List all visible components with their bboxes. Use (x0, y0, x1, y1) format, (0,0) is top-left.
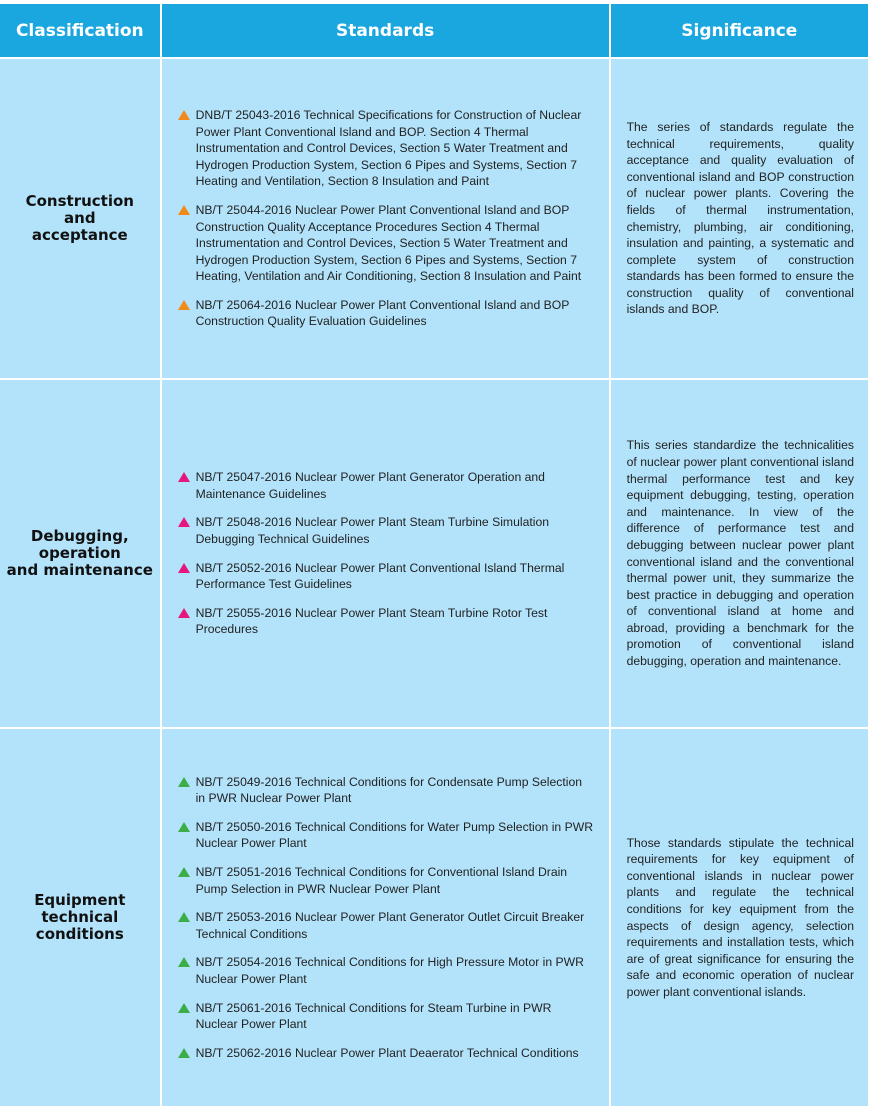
standard-item: NB/T 25047-2016 Nuclear Power Plant Generator Operation and Maintenance Guidelines (178, 469, 595, 502)
header-significance: Significance (611, 4, 868, 57)
standard-item: NB/T 25053-2016 Nuclear Power Plant Generator Outlet Circuit Breaker Technical Conditions (178, 909, 595, 942)
triangle-bullet-icon (178, 300, 190, 310)
triangle-bullet-icon (178, 110, 190, 120)
triangle-bullet-icon (178, 957, 190, 967)
standard-item: NB/T 25051-2016 Technical Conditions for Conventional Island Drain Pump Selection in PWR Nuclear Power Plant (178, 864, 595, 897)
standard-item: NB/T 25050-2016 Technical Conditions for Water Pump Selection in PWR Nuclear Power Plant (178, 819, 595, 852)
standards-debugging (162, 380, 609, 727)
table-header (0, 4, 868, 57)
triangle-bullet-icon (178, 1048, 190, 1058)
significance-equipment: Those standards stipulate the technical requirements for key equipment of conventional islands in nuclear power plants and regulate the technical conditions for key equipment from the aspects of design agency, selection requirements and installation tests, which are of great significance for ensuring the safe and economic operation of nuclear power plant conventional islands. (611, 729, 868, 1106)
triangle-bullet-icon (178, 608, 190, 618)
triangle-bullet-icon (178, 205, 190, 215)
significance-debugging: This series standardize the technicalities of nuclear power plant conventional island thermal performance test and key equipment debugging, testing, operation and maintenance. In view of the difference of performance test and debugging between nuclear power plant conventional island and the conventional thermal power unit, they summarize the best practice in debugging and operation of conventional island at home and abroad, providing a benchmark for the promotion of conventional island debugging, operation and maintenance. (611, 380, 868, 727)
triangle-bullet-icon (178, 563, 190, 573)
table-row-debugging (0, 380, 868, 727)
triangle-bullet-icon (178, 822, 190, 832)
triangle-bullet-icon (178, 1003, 190, 1013)
standards-equipment (162, 729, 609, 1106)
triangle-bullet-icon (178, 777, 190, 787)
classification-debugging: Debugging, operation and maintenance (0, 380, 160, 727)
standard-item: NB/T 25061-2016 Technical Conditions for Steam Turbine in PWR Nuclear Power Plant (178, 1000, 595, 1033)
significance-construction: The series of standards regulate the technical requirements, quality acceptance and quality evaluation of conventional island and BOP construction of nuclear power plants. Covering the fields of thermal instrumentation, chemistry, plumbing, air conditioning, insulation and painting, a systematic and complete system of construction standards has been formed to ensure the construction quality of conventional islands and BOP. (611, 59, 868, 378)
triangle-bullet-icon (178, 867, 190, 877)
classification-construction: Construction and acceptance (0, 59, 160, 378)
standard-item: DNB/T 25043-2016 Technical Specifications for Construction of Nuclear Power Plant Conventional Island and BOP. Section 4 Thermal Instrumentation and Control Devices, Section 5 Water Treatment and Hydrogen Production System, Section 6 Pipes and Systems, Section 7 Heating and Ventilation, Section 8 Insulation and Paint (178, 107, 595, 190)
standard-item: NB/T 25054-2016 Technical Conditions for High Pressure Motor in PWR Nuclear Power Plant (178, 954, 595, 987)
standard-item: NB/T 25055-2016 Nuclear Power Plant Steam Turbine Rotor Test Procedures (178, 605, 595, 638)
standard-item: NB/T 25044-2016 Nuclear Power Plant Conventional Island and BOP Construction Quality Acceptance Procedures Section 4 Thermal Instrumentation and Control Devices, Section 5 Water Treatment and Hydrogen Production System, Section 6 Pipes and Systems, Section 7 Heating, Ventilation and Air Conditioning, Section 8 Insulation and Paint (178, 202, 595, 285)
standard-item: NB/T 25052-2016 Nuclear Power Plant Conventional Island Thermal Performance Test Guidelines (178, 560, 595, 593)
triangle-bullet-icon (178, 517, 190, 527)
triangle-bullet-icon (178, 912, 190, 922)
standards-construction (162, 59, 609, 378)
standard-item: NB/T 25062-2016 Nuclear Power Plant Deaerator Technical Conditions (178, 1045, 579, 1062)
header-standards: Standards (162, 4, 609, 57)
triangle-bullet-icon (178, 472, 190, 482)
table-row-construction (0, 59, 868, 378)
standard-item: NB/T 25048-2016 Nuclear Power Plant Steam Turbine Simulation Debugging Technical Guidelines (178, 514, 595, 547)
classification-equipment: Equipment technical conditions (0, 729, 160, 1106)
header-classification: Classification (0, 4, 160, 57)
standard-item: NB/T 25049-2016 Technical Conditions for Condensate Pump Selection in PWR Nuclear Power Plant (178, 774, 595, 807)
table-row-equipment (0, 729, 868, 1106)
standard-item: NB/T 25064-2016 Nuclear Power Plant Conventional Island and BOP Construction Quality Evaluation Guidelines (178, 297, 595, 330)
